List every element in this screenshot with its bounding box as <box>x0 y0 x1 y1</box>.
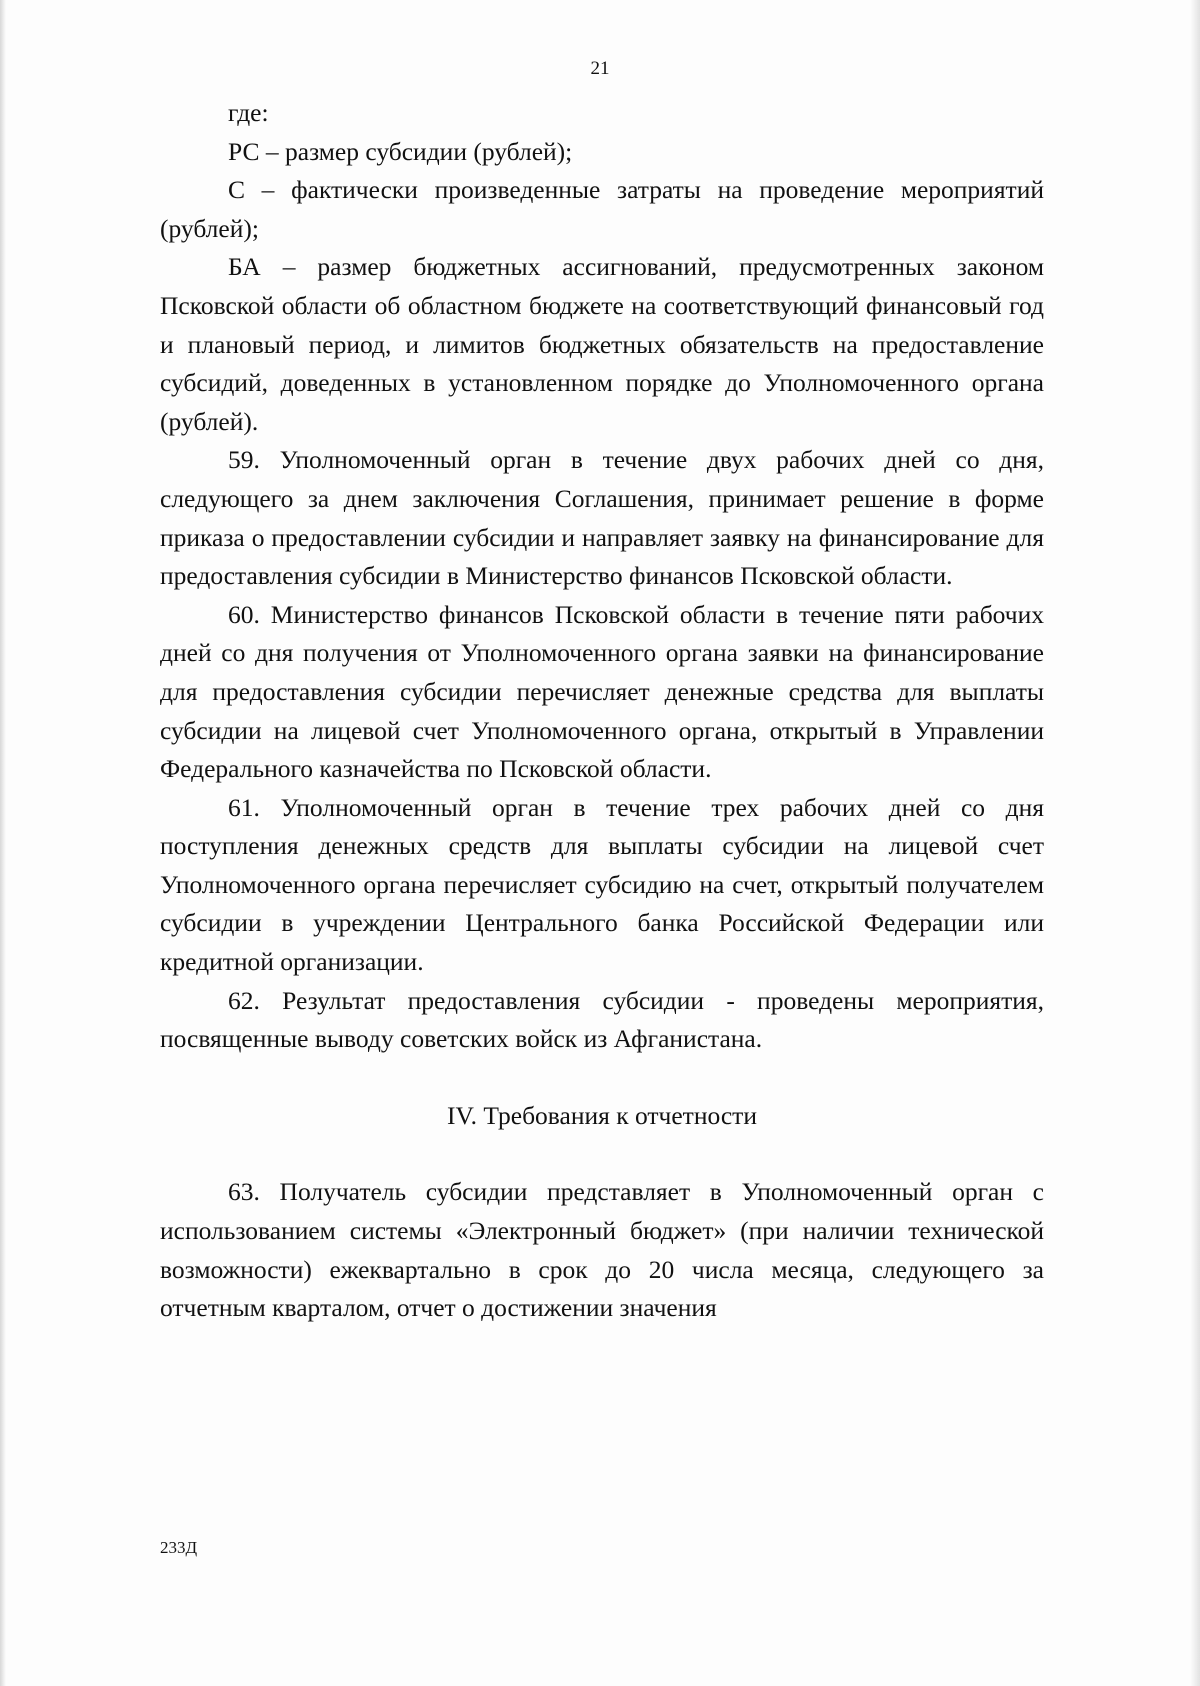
scan-edge-right <box>1190 0 1200 1686</box>
paragraph-59: 59. Уполномоченный орган в течение двух рабочих дней со дня, следующего за днем заключения Соглашения, принимает решение в форме приказа о предоставлении субсидии и направляет заявку на финансирование для предоставления субсидии в Министерство финансов Псковской области. <box>160 445 1044 591</box>
section-heading: IV. Требования к отчетности <box>447 1100 757 1130</box>
footer-document-code: 233Д <box>160 1538 198 1557</box>
paragraph-c-definition: С – фактически произведенные затраты на проведение мероприятий (рублей); <box>160 175 1044 243</box>
paragraph-63: 63. Получатель субсидии представляет в Уполномоченный орган с использованием системы «Электронный бюджет» (при наличии технической возможности) ежеквартально в срок до 20 числа месяца, следующего за отчетным кварталом, отчет о достижении значения <box>160 1177 1044 1323</box>
document-body <box>160 94 1044 1328</box>
paragraph-62: 62. Результат предоставления субсидии - проведены мероприятия, посвященные выводу советских войск из Афганистана. <box>160 985 1044 1054</box>
paragraph-ba-definition: БА – размер бюджетных ассигнований, предусмотренных законом Псковской области об областном бюджете на соответствующий финансовый год и плановый период, и лимитов бюджетных обязательств на предоставление субсидий, доведенных в установленном порядке до Уполномоченного органа (рублей). <box>160 252 1044 436</box>
paragraph-61: 61. Уполномоченный орган в течение трех рабочих дней со дня поступления денежных средств для выплаты субсидии на лицевой счет Уполномоченного органа перечисляет субсидию на счет, открытый получателем субсидии в учреждении Центрального банка Российской Федерации или кредитной организации. <box>160 792 1044 977</box>
scan-edge-left <box>0 0 6 1686</box>
paragraph-60: 60. Министерство финансов Псковской области в течение пяти рабочих дней со дня получения от Уполномоченного органа заявки на финансирование для предоставления субсидии перечисляет денежные средства для выплаты субсидии на лицевой счет Уполномоченного органа, открытый в Управлении Федерального казначейства по Псковской области. <box>160 599 1044 784</box>
page-number: 21 <box>590 58 610 79</box>
paragraph-where: где: <box>228 98 269 127</box>
paragraph-rs-definition: РС – размер субсидии (рублей); <box>228 136 573 166</box>
